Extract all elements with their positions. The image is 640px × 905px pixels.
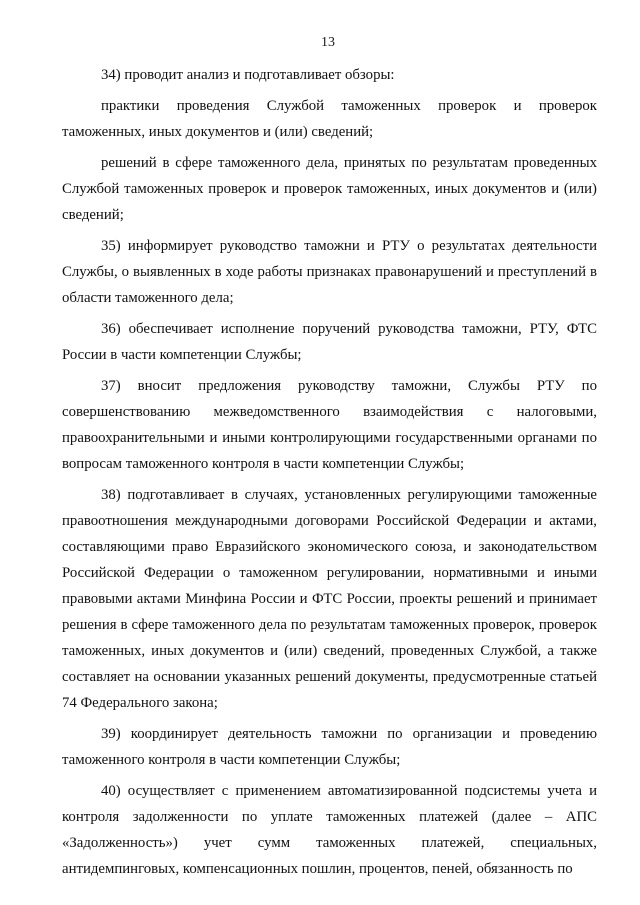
paragraph-item-39: 39) координирует деятельность таможни по организации и проведению таможенного контроля в части компетенции Службы; [62, 726, 597, 768]
paragraph-item-34: 34) проводит анализ и подготавливает обзоры: [101, 67, 395, 83]
paragraph-item-40: 40) осуществляет с применением автоматизированной подсистемы учета и контроля задолженности по уплате таможенных платежей (далее – АПС «Задолженность») учет сумм таможенных платежей, специальных, антидемпинговых, компенсационных пошлин, процентов, пеней, обязанность по [62, 783, 597, 877]
paragraph-subitem-decisions: решений в сфере таможенного дела, принятых по результатам проведенных Службой таможенных проверок и проверок таможенных, иных документов и (или) сведений; [62, 155, 597, 223]
paragraph-item-37: 37) вносит предложения руководству таможни, Службы РТУ по совершенствованию межведомственного взаимодействия с налоговыми, правоохранительными и иными контролирующими государственными органами по вопросам таможенного контроля в части компетенции Службы; [62, 378, 597, 472]
paragraph-item-35: 35) информирует руководство таможни и РТУ о результатах деятельности Службы, о выявленных в ходе работы признаках правонарушений и преступлений в области таможенного дела; [62, 238, 597, 306]
paragraph-item-38: 38) подготавливает в случаях, установленных регулирующими таможенные правоотношения международными договорами Российской Федерации и актами, составляющими право Евразийского экономического союза, и законодательством Российской Федерации о таможенном регулировании, нормативными и иными правовыми актами Минфина России и ФТС России, проекты решений и принимает решения в сфере таможенного дела по результатам таможенных проверок, проверок таможенных, иных документов и (или) сведений, проведенных Службой, а также составляет на основании указанных решений документы, предусмотренные статьей 74 Федерального закона; [62, 487, 597, 711]
paragraph-item-36: 36) обеспечивает исполнение поручений руководства таможни, РТУ, ФТС России в части компетенции Службы; [62, 321, 597, 363]
document-body [62, 62, 597, 882]
page-number: 13 [321, 35, 335, 50]
paragraph-subitem-practices: практики проведения Службой таможенных проверок и проверок таможенных, иных документов и (или) сведений; [62, 98, 597, 140]
